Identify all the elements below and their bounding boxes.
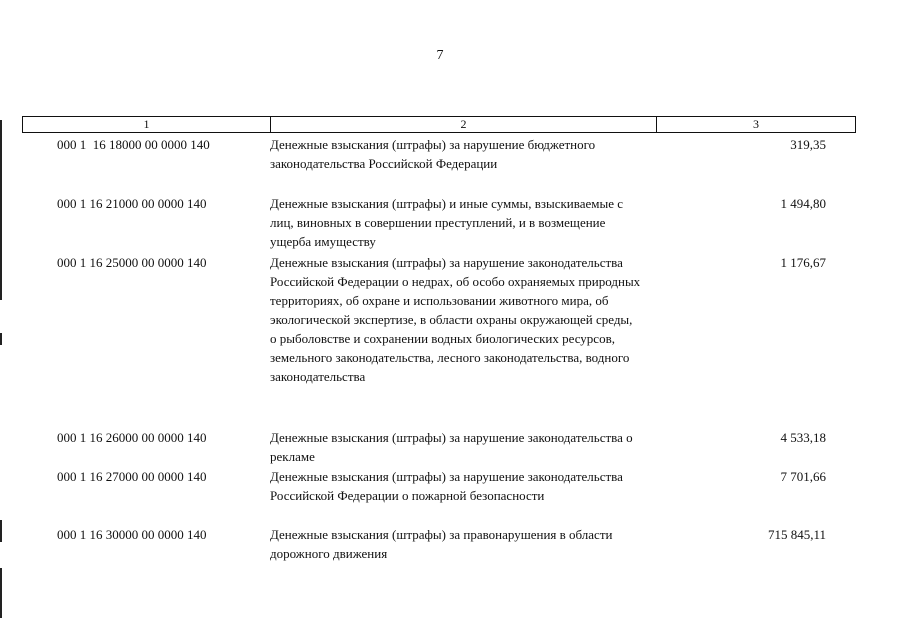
- budget-code: 000 1 16 27000 00 0000 140: [57, 469, 207, 484]
- page-number: 7: [436, 48, 444, 63]
- row-description: Денежные взыскания (штрафы) за нарушение законодательства о рекламе: [270, 430, 633, 464]
- table-row: [22, 525, 856, 563]
- row-description: Денежные взыскания (штрафы) и иные суммы, взыскиваемые с лиц, виновных в совершении преступлений, и в возмещение ущерба имуществу: [270, 196, 624, 249]
- table-row: [22, 467, 856, 505]
- budget-code: 000 1 16 26000 00 0000 140: [57, 430, 207, 445]
- row-amount: 4 533,18: [780, 430, 826, 445]
- scan-margin-mark: [0, 333, 2, 345]
- row-amount: 715 845,11: [767, 527, 826, 542]
- row-amount: 1 494,80: [780, 196, 826, 211]
- budget-code: 000 1 16 30000 00 0000 140: [57, 527, 207, 542]
- row-amount: 7 701,66: [780, 469, 826, 484]
- row-description: Денежные взыскания (штрафы) за правонарушения в области дорожного движения: [270, 527, 613, 561]
- row-description: Денежные взыскания (штрафы) за нарушение законодательства Российской Федерации о недрах, об особо охраняемых природных территориях, об охране и использовании животного мира, об экологической экспертизе, в области охраны окружающей среды, о рыболовстве и сохранении водных биологических ресурсов, земельного законодательства, лесного законодательства, водного законодательства: [270, 255, 641, 384]
- budget-code: 000 1 16 21000 00 0000 140: [57, 196, 207, 211]
- row-amount: 319,35: [790, 137, 826, 152]
- column-header-1: 1: [23, 117, 271, 132]
- table-row: [22, 194, 856, 251]
- table-header: [22, 116, 856, 133]
- column-header-3: 3: [753, 117, 759, 131]
- row-description: Денежные взыскания (штрафы) за нарушение законодательства Российской Федерации о пожарной безопасности: [270, 469, 623, 503]
- table-row: [22, 428, 856, 466]
- row-amount: 1 176,67: [780, 255, 826, 270]
- budget-code: 000 1 16 18000 00 0000 140: [57, 137, 210, 152]
- scan-margin-mark: [0, 120, 2, 300]
- table-row: [22, 135, 856, 173]
- budget-code: 000 1 16 25000 00 0000 140: [57, 255, 207, 270]
- row-description: Денежные взыскания (штрафы) за нарушение бюджетного законодательства Российской Федерации: [270, 137, 596, 171]
- scan-margin-mark: [0, 568, 2, 618]
- scan-margin-mark: [0, 520, 2, 542]
- table-row: [22, 253, 856, 386]
- column-header-2: 2: [271, 117, 657, 132]
